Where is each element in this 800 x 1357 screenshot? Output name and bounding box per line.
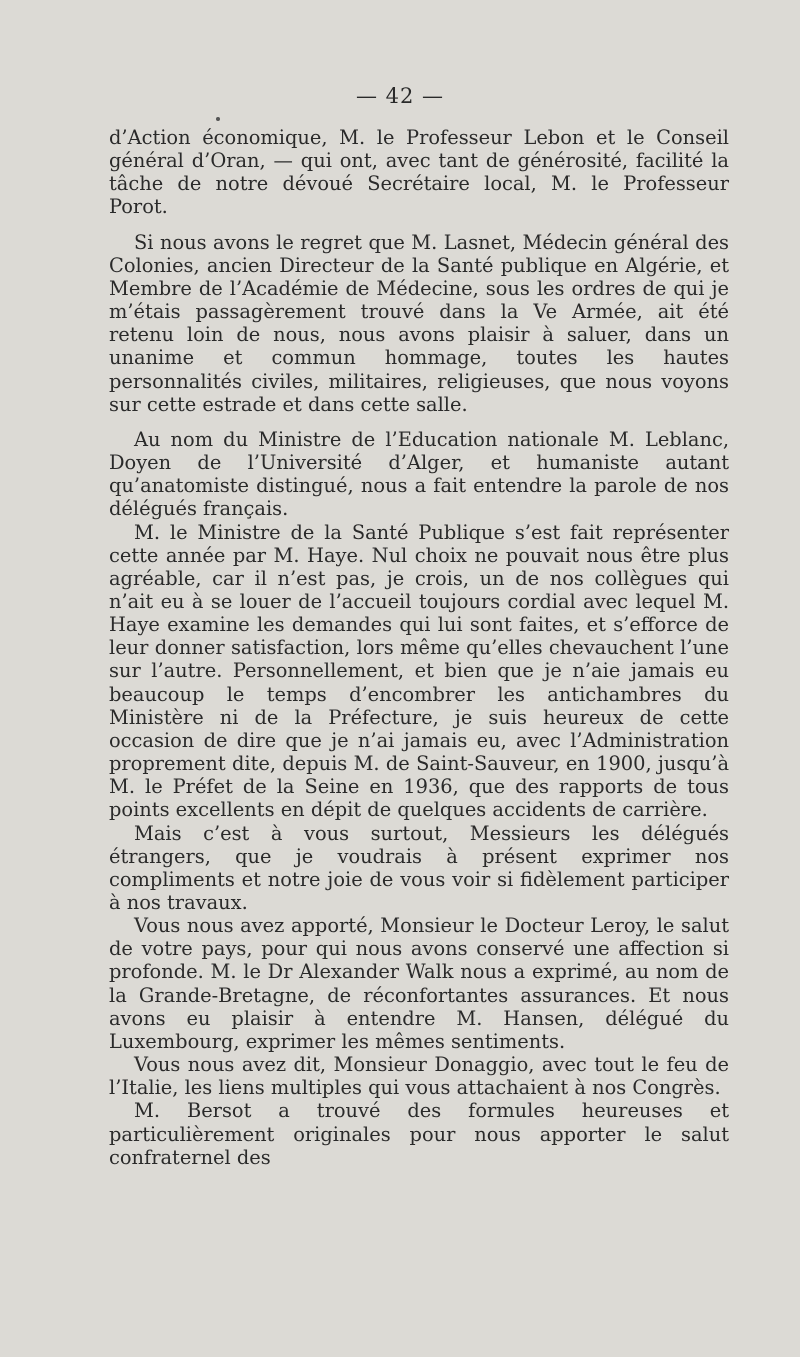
paragraph-8: M. Bersot a trouvé des formules heureuses et particulièrement originales pour nous apporter le salut confraternel des	[109, 1099, 729, 1169]
ink-speck	[216, 117, 220, 121]
body-text	[109, 126, 729, 1169]
paragraph-6: Vous nous avez apporté, Monsieur le Docteur Leroy, le salut de votre pays, pour qui nous avons conservé une affection si profonde. M. le Dr Alexander Walk nous a exprimé, au nom de la Grande-Bretagne, de réconfortantes assurances. Et nous avons eu plaisir à entendre M. Hansen, délégué du Luxembourg, exprimer les mêmes sentiments.	[109, 914, 729, 1053]
paragraph-7: Vous nous avez dit, Monsieur Donaggio, avec tout le feu de l’Italie, les liens multiples qui vous attachaient à nos Congrès.	[109, 1053, 729, 1100]
paragraph-2: Si nous avons le regret que M. Lasnet, Médecin général des Colonies, ancien Directeur de la Santé publique en Algérie, et Membre de l’Académie de Médecine, sous les ordres de qui je m’étais passagèrement trouvé dans la Ve Armée, ait été retenu loin de nous, nous avons plaisir à saluer, dans un unanime et commun hommage, toutes les hautes personnalités civiles, militaires, religieuses, que nous voyons sur cette estrade et dans cette salle.	[109, 230, 729, 416]
paragraph-5: Mais c’est à vous surtout, Messieurs les délégués étrangers, que je voudrais à présent exprimer nos compliments et notre joie de vous voir si fidèlement participer à nos travaux.	[109, 821, 729, 914]
paragraph-1: d’Action économique, M. le Professeur Lebon et le Conseil général d’Oran, — qui ont, avec tant de générosité, facilité la tâche de notre dévoué Secrétaire local, M. le Professeur Porot.	[109, 126, 729, 219]
paragraph-4: M. le Ministre de la Santé Publique s’est fait représenter cette année par M. Haye. Nul choix ne pouvait nous être plus agréable, car il n’est pas, je crois, un de nos collègues qui n’ait eu à se louer de l’accueil toujours cordial avec lequel M. Haye examine les demandes qui lui sont faites, et s’efforce de leur donner satisfaction, lors même qu’elles chevauchent l’une sur l’autre. Personnellement, et bien que je n’aie jamais eu beaucoup le temps d’encombrer les antichambres du Ministère ni de la Préfecture, je suis heureux de cette occasion de dire que je n’ai jamais eu, avec l’Administration proprement dite, depuis M. de Saint-Sauveur, en 1900, jusqu’à M. le Préfet de la Seine en 1936, que des rapports de tous points excellents en dépit de quelques accidents de carrière.	[109, 520, 729, 822]
paragraph-3: Au nom du Ministre de l’Education nationale M. Leblanc, Doyen de l’Université d’Alger, et humaniste autant qu’anatomiste distingué, nous a fait entendre la parole de nos délégués français.	[109, 427, 729, 521]
page-number: — 42 —	[355, 84, 445, 108]
